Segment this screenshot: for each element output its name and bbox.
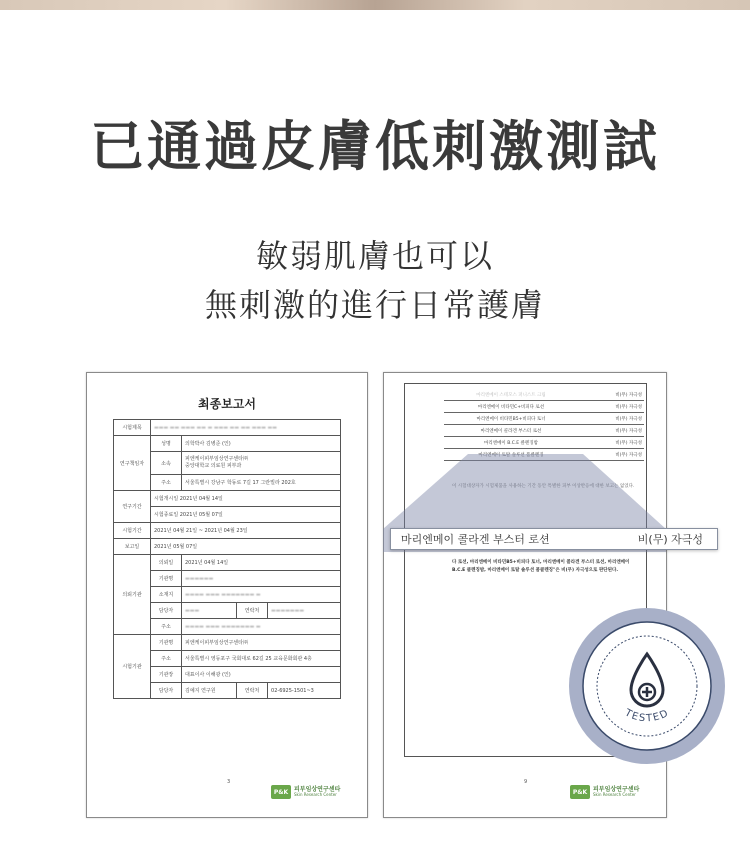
product-name: 마리엔메이 B.C.E 클렌징밤 [444,437,578,449]
table-cell-blurred: ▬▬▬▬ ▬▬▬ ▬▬▬▬▬▬▬ ▬ [182,587,341,603]
badge-bottom-text: TESTED [622,707,672,725]
report-conclusion: 다 로션, 마리엔메이 비타민B5+비피다 토너, 마리엔메이 콜라겐 부스터 로션, 마리엔메이 B.C.E 클렌징밤, 마리엔메이 토탈 솔루션 폼클렌징"은 비(무) 자극성으로 판단된다. [452,560,630,573]
table-cell-blurred: ▬▬▬▬ ▬▬▬ ▬▬▬▬▬▬▬ ▬ [182,619,341,635]
end-value: 2021년 05월 07일 [179,512,223,518]
table-row [444,401,644,413]
table-cell-value: 서울특별시 강남구 학동로 7길 17 그란빌라 202호 [182,475,341,491]
pk-logo-mark: P&K [271,785,291,799]
table-row [444,425,644,437]
table-cell-label: 연구기간 [114,491,151,523]
table-cell-label: 의뢰기관 [114,555,151,635]
affil-line-1: 피엔케이피부임상연구센타㈜ [185,456,248,462]
table-cell-label: 주소 [151,475,182,491]
table-cell-label: 시험기간 [114,523,151,539]
product-name: 마리엔메이 콜라겐 부스터 로션 [444,425,578,437]
pk-logo-english: Skin Research Center [593,792,636,797]
page-number: 3 [227,779,231,785]
table-cell-blurred: ▬▬▬ ▬▬ ▬▬▬ ▬▬ ▬ ▬▬▬ ▬▬ ▬▬ ▬▬▬ ▬▬ [151,420,341,436]
table-row [444,413,644,425]
table-cell-label: 담당자 [151,683,182,699]
product-result: 비(무) 자극성 [578,401,644,413]
pk-logo-mark: P&K [570,785,590,799]
subheadline-line-2: 無刺激的進行日常護膚 [204,286,545,324]
table-cell-label: 시험제목 [114,420,151,436]
product-name: 마리엔메이 비타민B5+비피다 토너 [444,413,578,425]
highlight-result: 비(무) 자극성 [637,533,703,546]
start-value: 2021년 04월 14일 [179,496,223,502]
table-cell-value: 2021년 04월 14일 [182,555,341,571]
table-cell-value: 대표이사 이해광 (인) [182,667,341,683]
table-cell-label: 기관명 [151,571,182,587]
table-cell-label: 소속 [151,452,182,475]
pk-logo-korean: 피부임상연구센타 [593,786,640,793]
table-cell-label: 기관명 [151,635,182,651]
table-cell-label: 주소 [151,651,182,667]
table-cell-value: 김예지 연구원 [182,683,237,699]
product-name: 마리엔메이 토탈 솔루션 폼클렌징 [444,449,578,461]
table-cell-value: 의학박사 김병준 (인) [182,436,341,452]
table-cell-value [182,452,341,475]
table-cell-value [151,491,341,507]
table-cell-label: 연구책임자 [114,436,151,491]
table-row [444,389,644,401]
dermatologically-tested-badge [567,606,727,766]
table-cell-value: 2021년 05월 07일 [151,539,341,555]
page-number: 9 [524,779,528,785]
table-cell-label: 소재지 [151,587,182,603]
report-info-table [113,419,341,699]
table-cell-label: 시험기관 [114,635,151,699]
end-label: 시험종료일 [154,512,179,518]
table-cell-label: 보고일 [114,539,151,555]
badge-top-text: DERMATOLOGICALLY [583,622,711,692]
product-result: 비(무) 자극성 [578,389,644,401]
pk-logo-korean: 피부임상연구센타 [294,786,341,793]
table-cell-value: 02-6925-1501~3 [268,683,341,699]
table-row [444,437,644,449]
report-title: 최종보고서 [198,397,256,411]
highlighted-result-strip [390,528,718,550]
top-decorative-band [0,0,750,10]
table-cell-label: 주소 [151,619,182,635]
product-name: 마리엔메이 비타민C+비피다 로션 [444,401,578,413]
product-result: 비(무) 자극성 [578,425,644,437]
table-cell-label: 기관장 [151,667,182,683]
product-result: 비(무) 자극성 [578,437,644,449]
table-cell-value [151,507,341,523]
table-cell-blurred: ▬▬▬ [182,603,237,619]
subheadline-line-1: 敏弱肌膚也可以 [255,237,494,275]
pk-logo-english: Skin Research Center [294,792,337,797]
table-cell-label: 연락처 [237,683,268,699]
product-result: 비(무) 자극성 [578,413,644,425]
table-cell-label: 담당자 [151,603,182,619]
product-results-table [444,389,644,461]
pk-logo [570,785,639,799]
table-cell-value: 서울특별시 영등포구 국회대로 62길 25 교육문화회관 4층 [182,651,341,667]
table-cell-value: 피엔케이피부임상연구센타㈜ [182,635,341,651]
product-name: 마리엔메이 스테모스 퍼니스트 크림 [444,389,578,401]
page-headline: 已通過皮膚低刺激測試 [90,115,660,178]
report-page-left [86,372,368,818]
product-result: 비(무) 자극성 [578,449,644,461]
table-cell-value: 2021년 04월 21일 ~ 2021년 04월 23일 [151,523,341,539]
highlight-product: 마리엔메이 콜라겐 부스터 로션 [401,533,550,546]
table-cell-blurred: ▬▬▬▬▬▬ [182,571,341,587]
report-note: 이 시험대상자가 시험제품을 사용하는 기간 동안 특별한 피부 이상반응에 대한 보고는 없었다. [452,484,635,489]
table-cell-blurred: ▬▬▬▬▬▬▬ [268,603,341,619]
affil-line-2: 중앙대학교 의료원 피부과 [185,463,242,469]
table-cell-label: 연락처 [237,603,268,619]
start-label: 시험개시일 [154,496,179,502]
pk-logo [271,785,340,799]
table-row [444,449,644,461]
table-cell-label: 성명 [151,436,182,452]
table-cell-label: 의뢰일 [151,555,182,571]
badge-inner-circle [583,622,711,750]
